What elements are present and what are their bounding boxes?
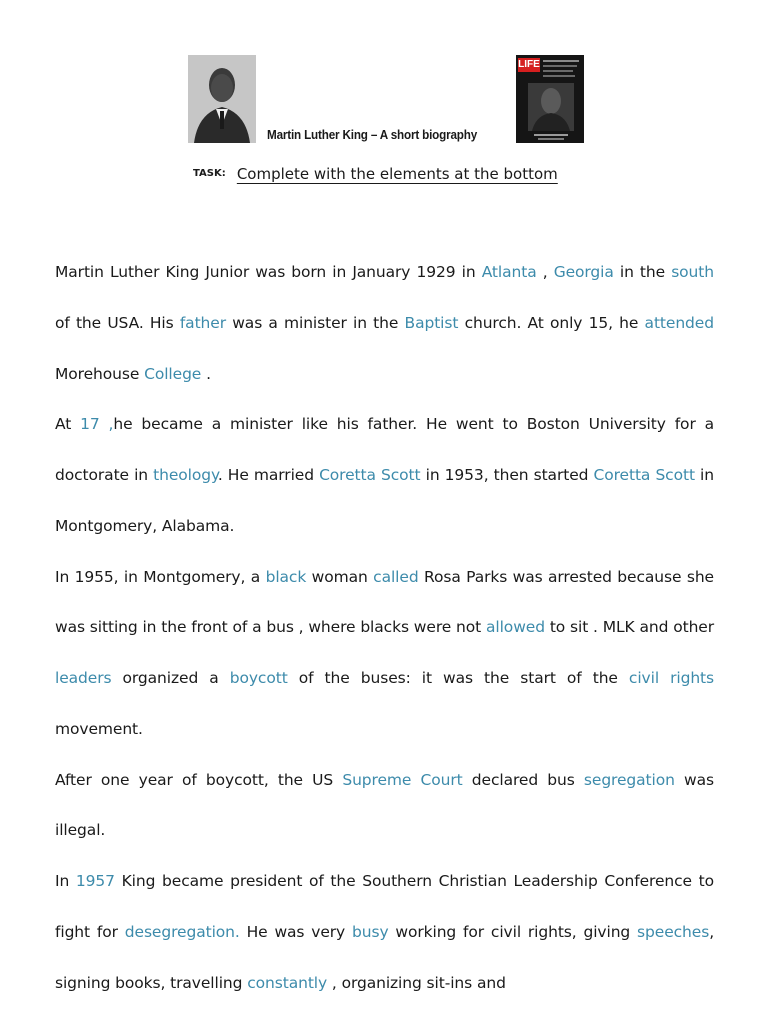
text-segment: working for civil rights, giving — [388, 922, 638, 941]
filled-blank-word: father — [179, 313, 226, 332]
filled-blank-word: theology — [153, 466, 218, 484]
life-magazine-cover — [516, 55, 584, 143]
filled-blank-word: constantly — [247, 973, 328, 992]
text-segment: At — [55, 415, 81, 434]
text-segment: , signing books, travelling — [55, 922, 715, 992]
text-segment: was illegal. — [55, 770, 714, 840]
filled-blank-word: 17 , — [80, 415, 114, 434]
biography-text — [55, 247, 714, 1008]
page-title: Martin Luther King – A short biography — [267, 127, 478, 142]
life-logo: LIFE — [518, 59, 540, 70]
filled-blank-word: Atlanta — [481, 263, 537, 281]
paragraph — [55, 247, 714, 399]
text-segment: . — [201, 364, 211, 383]
text-segment: . He married — [217, 466, 320, 484]
text-segment: Morehouse — [55, 364, 145, 383]
text-segment: he became a minister like his father. He went to Boston University for a doctorate in — [55, 415, 714, 484]
text-segment: organized a — [111, 669, 230, 687]
text-segment: in 1953, then started — [420, 466, 594, 484]
text-segment: in Montgomery, Alabama. — [55, 466, 714, 535]
filled-blank-word: speeches — [637, 922, 710, 941]
text-segment: Rosa Parks was arrested because she was sitting in the front of a bus , where blacks were not — [55, 567, 714, 637]
text-segment: After one year of boycott, the US — [55, 770, 343, 789]
mlk-portrait-photo — [188, 55, 256, 143]
paragraph — [55, 552, 714, 755]
text-segment: movement. — [55, 719, 143, 738]
task-instruction — [193, 163, 558, 183]
paragraph — [55, 856, 714, 1008]
filled-blank-word: black — [265, 567, 307, 586]
filled-blank-word: busy — [352, 922, 389, 941]
text-segment: in the — [613, 263, 672, 281]
text-segment: declared bus — [462, 770, 584, 789]
text-segment: King became president of the Southern Christian Leadership Conference to fight for — [55, 872, 715, 941]
filled-blank-word: Supreme Court — [342, 770, 463, 789]
paragraph — [55, 755, 714, 857]
text-segment: In — [55, 872, 76, 890]
filled-blank-word: Coretta Scott — [593, 466, 695, 484]
filled-blank-word: segregation — [583, 770, 675, 789]
filled-blank-word: attended — [644, 313, 714, 332]
filled-blank-word: Baptist — [404, 313, 459, 332]
filled-blank-word: called — [373, 567, 419, 586]
text-segment: to sit . MLK and other — [544, 618, 714, 637]
filled-blank-word: Coretta Scott — [319, 466, 421, 484]
text-segment: Martin Luther King Junior was born in January 1929 in — [55, 263, 482, 281]
text-segment: , organizing sit-ins and — [327, 973, 506, 992]
text-segment: In 1955, in Montgomery, a — [55, 567, 266, 586]
task-text: Complete with the elements at the bottom — [236, 164, 558, 183]
filled-blank-word: Georgia — [553, 263, 614, 281]
filled-blank-word: 1957 — [75, 872, 115, 890]
filled-blank-word: College — [144, 364, 202, 383]
filled-blank-word: leaders — [55, 669, 112, 687]
filled-blank-word: south — [671, 263, 714, 281]
filled-blank-word: boycott — [229, 669, 288, 687]
paragraph — [55, 399, 714, 551]
text-segment: , — [536, 263, 554, 281]
text-segment: of the USA. His — [55, 313, 180, 332]
filled-blank-word: desegregation. — [124, 922, 240, 941]
filled-blank-word: civil rights — [628, 669, 714, 687]
text-segment: woman — [306, 567, 374, 586]
text-segment: church. At only 15, he — [458, 313, 645, 332]
text-segment: of the buses: it was the start of the — [287, 669, 629, 687]
text-segment: was a minister in the — [226, 313, 405, 332]
task-label: TASK: — [193, 168, 226, 179]
text-segment: He was very — [239, 922, 352, 941]
filled-blank-word: allowed — [486, 618, 545, 637]
